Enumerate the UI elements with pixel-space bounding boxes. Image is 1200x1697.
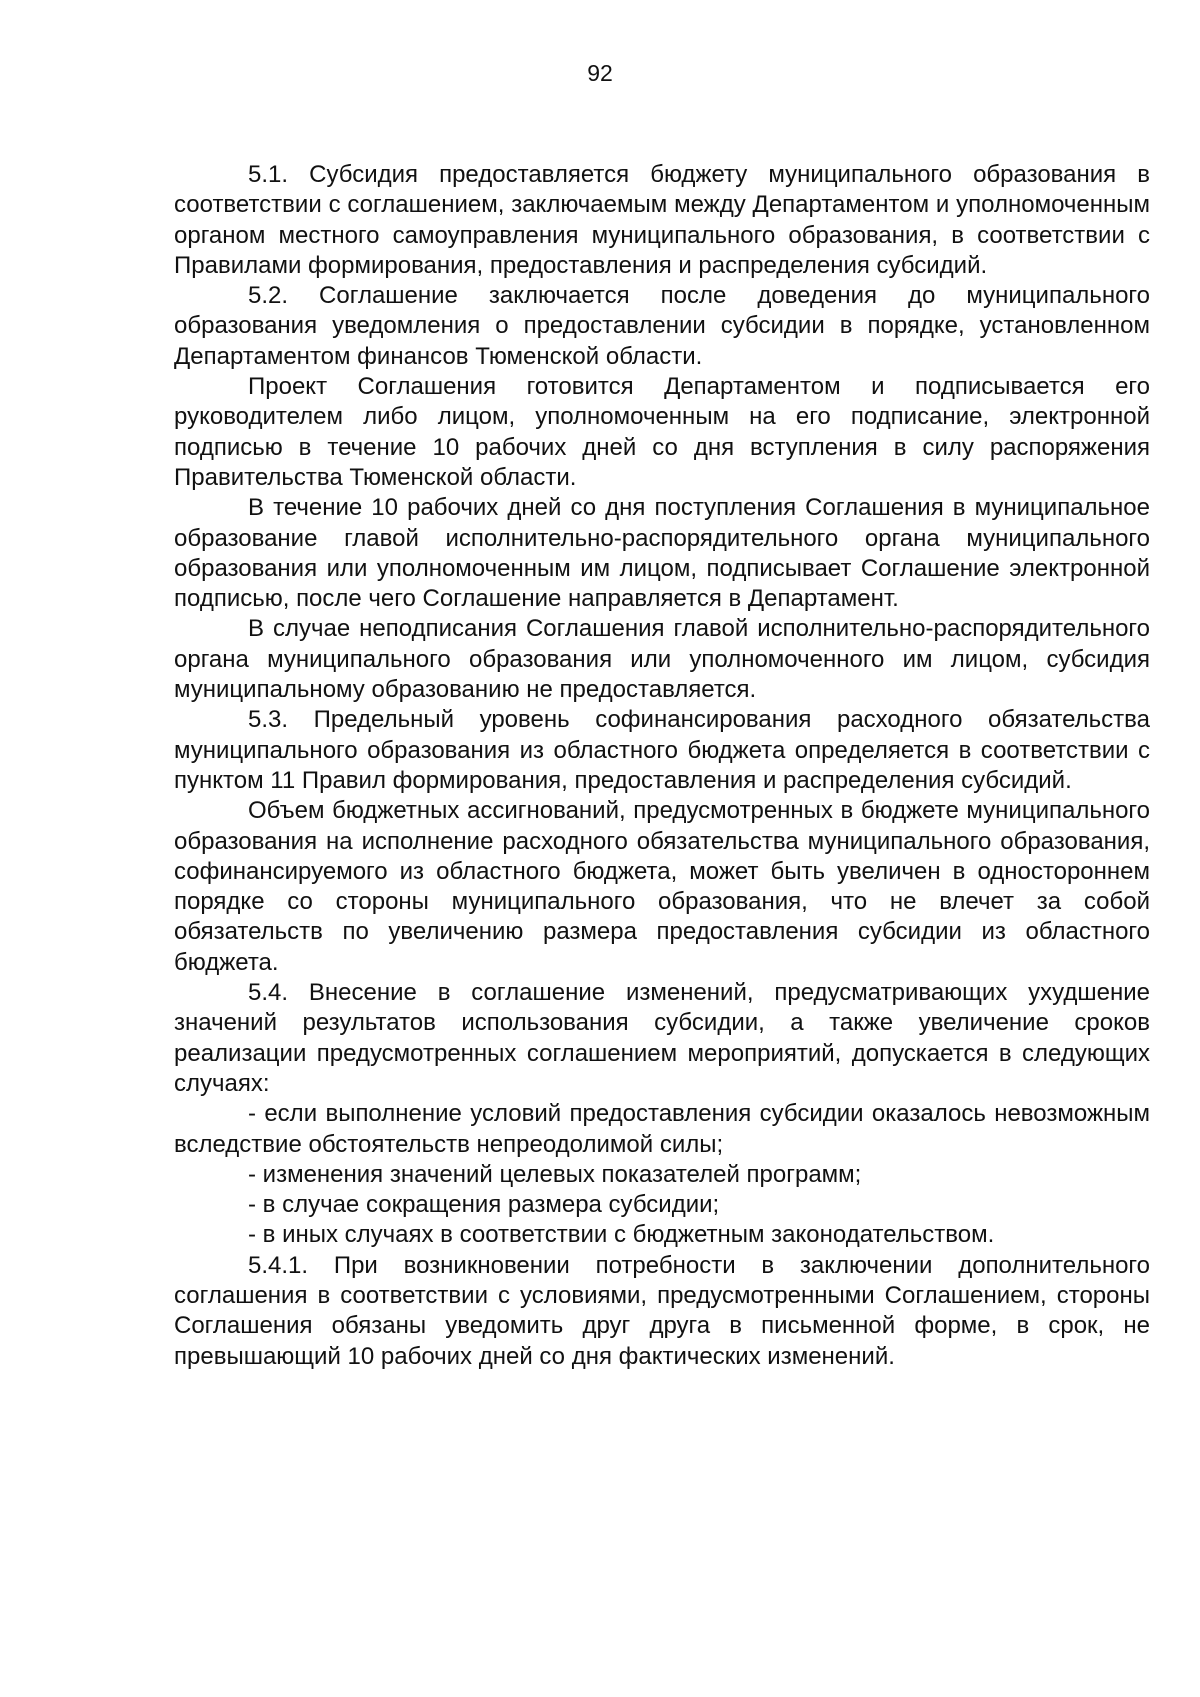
paragraph-5-4-1: 5.4.1. При возникновении потребности в заключении дополнительного соглашения в соответствии с условиями, предусмотренными Соглашением, стороны Соглашения обязаны уведомить друг друга в письменной форме, в срок, не превышающий 10 рабочих дней со дня фактических изменений. [174,1251,1150,1370]
paragraph-draft-agreement: Проект Соглашения готовится Департаментом и подписывается его руководителем либо лицом, уполномоченным на его подписание, электронной подписью в течение 10 рабочих дней со дня вступления в силу распоряжения Правительства Тюменской области. [174,373,1150,491]
paragraph-signing-period: В течение 10 рабочих дней со дня поступления Соглашения в муниципальное образование главой исполнительно-распорядительного органа муниципального образования или уполномоченным им лицом, подписывает Соглашение электронной подписью, после чего Соглашение направляется в Департамент. [174,494,1150,613]
document-body [174,160,1150,1372]
list-item-target-indicators: - изменения значений целевых показателей программ; [248,1160,862,1188]
paragraph-budget-allocations: Объем бюджетных ассигнований, предусмотренных в бюджете муниципального образования на исполнение расходного обязательства муниципального образования, софинансируемого из областного бюджета, может быть увеличен в одностороннем порядке со стороны муниципального образования, что не влечет за собой обязательств по увеличению размера предоставления субсидии из областного бюджета. [174,797,1150,976]
paragraph-5-2: 5.2. Соглашение заключается после доведения до муниципального образования уведомления о предоставлении субсидии в порядке, установленном Департаментом финансов Тюменской области. [174,282,1150,370]
paragraph-5-1: 5.1. Субсидия предоставляется бюджету муниципального образования в соответствии с соглашением, заключаемым между Департаментом и уполномоченным органом местного самоуправления муниципального образования, в соответствии с Правилами формирования, предоставления и распределения субсидий. [174,161,1150,279]
list-item-budget-legislation: - в иных случаях в соответствии с бюджетным законодательством. [248,1221,995,1249]
list-item-force-majeure: - если выполнение условий предоставления субсидии оказалось невозможным вследствие обстоятельств непреодолимой силы; [174,1100,1150,1158]
paragraph-not-signed: В случае неподписания Соглашения главой исполнительно-распорядительного органа муниципального образования или уполномоченного им лицом, субсидия муниципальному образованию не предоставляется. [174,615,1150,704]
page-number: 92 [587,60,613,86]
paragraph-5-4: 5.4. Внесение в соглашение изменений, предусматривающих ухудшение значений результатов использования субсидии, а также увеличение сроков реализации предусмотренных соглашением мероприятий, допускается в следующих случаях: [174,979,1150,1097]
paragraph-5-3: 5.3. Предельный уровень софинансирования расходного обязательства муниципального образования из областного бюджета определяется в соответствии с пунктом 11 Правил формирования, предоставления и распределения субсидий. [174,706,1150,794]
list-item-subsidy-reduction: - в случае сокращения размера субсидии; [248,1191,720,1219]
